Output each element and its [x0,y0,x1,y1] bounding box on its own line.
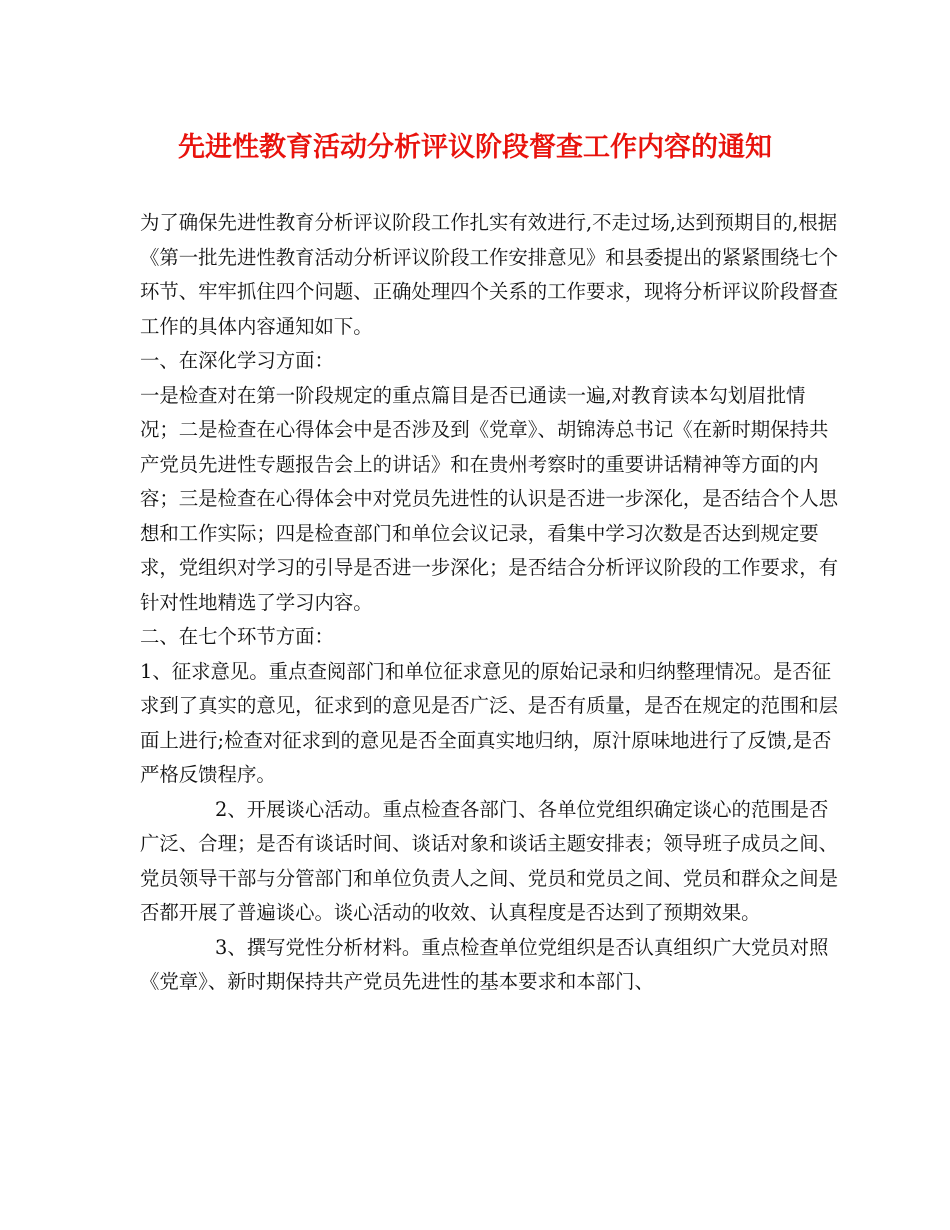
item-2-paragraph: 2、开展谈心活动。重点检查各部门、各单位党组织确定谈心的范围是否广泛、合理；是否有谈话时间、谈话对象和谈话主题安排表；领导班子成员之间、党员领导干部与分管部门和单位负责人之间、党员和党员之间、党员和群众之间是否都开展了普遍谈心。谈心活动的收效、认真程度是否达到了预期效果。 [140,797,839,924]
study-paragraph: 一是检查对在第一阶段规定的重点篇目是否已通读一遍,对教育读本勾划眉批情况；二是检查在心得体会中是否涉及到《党章》、胡锦涛总书记《在新时期保持共产党员先进性专题报告会上的讲话》和在贵州考察时的重要讲话精神等方面的内容；三是检查在心得体会中对党员先进性的认识是否进一步深化，是否结合个人思想和工作实际；四是检查部门和单位会议记录，看集中学习次数是否达到规定要求，党组织对学习的引导是否进一步深化；是否结合分析评议阶段的工作要求，有针对性地精选了学习内容。 [140,383,839,614]
intro-paragraph: 为了确保先进性教育分析评议阶段工作扎实有效进行,不走过场,达到预期目的,根据《第一批先进性教育活动分析评议阶段工作安排意见》和县委提出的紧紧围绕七个环节、牢牢抓住四个问题、正确处理四个关系的工作要求，现将分析评议阶段督查工作的具体内容通知如下。 [140,211,839,338]
section-heading-study: 一、在深化学习方面： [140,349,334,372]
document-title: 先进性教育活动分析评议阶段督查工作内容的通知 [178,132,772,163]
section-heading-seven-links: 二、在七个环节方面： [140,625,334,648]
document-body [140,206,840,1000]
item-1-paragraph: 1、征求意见。重点查阅部门和单位征求意见的原始记录和归纳整理情况。是否征求到了真实的意见，征求到的意见是否广泛、是否有质量，是否在规定的范围和层面上进行;检查对征求到的意见是否全面真实地归纳，原汁原味地进行了反馈,是否严格反馈程序。 [140,659,839,786]
item-3-paragraph: 3、撰写党性分析材料。重点检查单位党组织是否认真组织广大党员对照《党章》、新时期保持共产党员先进性的基本要求和本部门、 [140,935,829,993]
